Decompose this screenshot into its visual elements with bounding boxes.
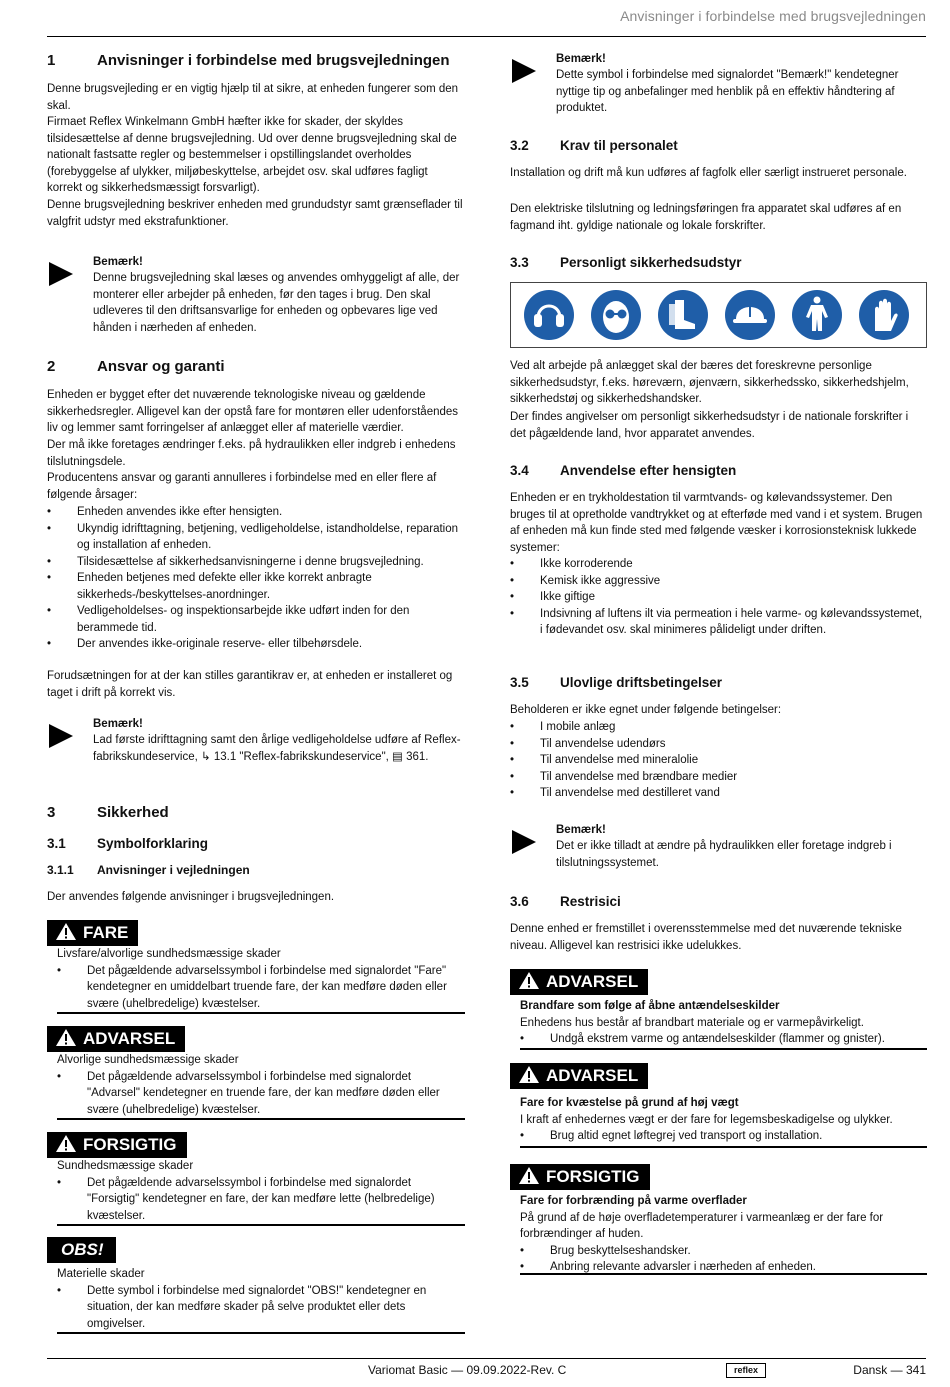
list-item: • Til anvendelse med destilleret vand [510, 785, 927, 802]
s36-paragraph-1: Denne enhed er fremstillet i overensstemmelse med det nuværende tekniske niveau. Alligevel kan restrisici ikke udelukkes. [510, 923, 902, 952]
warning-subtitle: Materielle skader [57, 1268, 145, 1280]
warning-vaegt [510, 1063, 927, 1149]
footer-page-number: Dansk — 341 [853, 1363, 926, 1377]
list-item: • Kemisk ikke aggressive [510, 573, 927, 590]
eye-protection-icon [588, 287, 644, 343]
list-item: • Anbring relevante advarsler i nærheden af enheden. [520, 1259, 927, 1276]
signal-word-fare: FARE [47, 920, 138, 946]
list-item: • Dette symbol i forbindelse med signalordet "OBS!" kendetegner en situation, der kan medføre skader på selve produktet eller dets omgivelser. [57, 1283, 465, 1333]
warning-triangle-icon [55, 1028, 77, 1047]
s2-paragraph-2: Der må ikke foretages ændringer f.eks. på hydraulikken eller indgreb i enhedens tilslutningsdele. [47, 439, 456, 468]
s33-paragraph-2: Der findes angivelser om personligt sikkerhedsudstyr i de nationale forskrifter i det pågældende land, hvor apparatet anvendes. [510, 411, 909, 440]
s35-bullet-list [510, 719, 927, 802]
section-3-3-heading: 3.3 Personligt sikkerhedsudstyr [510, 255, 742, 270]
signal-word-advarsel: ADVARSEL [47, 1026, 185, 1052]
list-item: • Enheden betjenes med defekte eller ikke korrekt anbragte sikkerheds-/beskyttelses-anordninger. [47, 570, 465, 603]
warning-title: Fare for kvæstelse på grund af høj vægt [520, 1097, 739, 1109]
list-item: • Tilsidesættelse af sikkerhedsanvisningerne i denne brugsvejledning. [47, 554, 465, 571]
s1-paragraph-2: Firmaet Reflex Winkelmann GmbH hæfter ikke for skader, der skyldes tilsidesættelse af denne brugsvejledning. Ud over denne brugsvejledning skal de nationalt fastsatte regler og bestemmelser i opstillingslandet overholdes (forebyggelse af ulykker, miljøbeskyttelse, arbejdet osv. skal udføres fagligt korrekt og sikkerhedsmæssigt forsvarligt). [47, 116, 457, 194]
list-item: • Indsivning af luftens ilt via permeation i hele varme- og kølevandssystemet, i fødevandet osv. skal minimeres pålideligt under driften. [510, 606, 927, 639]
note-arrow-icon [49, 262, 73, 286]
section-3-5-heading: 3.5 Ulovlige driftsbetingelser [510, 675, 723, 690]
footer-rule [47, 1358, 926, 1359]
warning-advarsel [47, 1026, 465, 1121]
signal-word-advarsel: ADVARSEL [510, 969, 648, 995]
section-3-heading: 3 Sikkerhed [47, 804, 169, 821]
warning-text: Enhedens hus består af brandbart materiale og er varmepåvirkeligt. [520, 1016, 864, 1029]
list-item: • Brug altid egnet løftegrej ved transport og installation. [520, 1128, 927, 1145]
signal-word-obs: OBS! [47, 1237, 116, 1263]
list-item: • Brug beskyttelseshandsker. [520, 1243, 927, 1260]
s33-paragraph-1: Ved alt arbejde på anlægget skal der bæres det foreskrevne personlige sikkerhedsudstyr, f.eks. høreværn, øjenværn, sikkerhedssko, sikkerhedshjelm, sikkerhedstøj og sikkerhedshandsker. [510, 360, 909, 405]
warning-subtitle: Sundhedsmæssige skader [57, 1160, 194, 1172]
warning-forbraending [510, 1164, 927, 1276]
section-3-4-heading: 3.4 Anvendelse efter hensigten [510, 463, 737, 478]
section-3-1-heading: 3.1 Symbolforklaring [47, 836, 209, 851]
ear-protection-icon [521, 287, 577, 343]
warning-triangle-icon [518, 1166, 540, 1185]
list-item: • Der anvendes ikke-originale reserve- eller tilbehørsdele. [47, 636, 465, 653]
s311-paragraph-1: Der anvendes følgende anvisninger i brugsvejledningen. [47, 891, 335, 903]
s2-paragraph-3: Producentens ansvar og garanti annulleres i forbindelse med en eller flere af følgende årsager: [47, 472, 437, 501]
s2-paragraph-1: Enheden er bygget efter det nuværende teknologiske niveau og gældende sikkerhedsregler. Alligevel kan der opstå fare for montøren eller udenforståendes liv og lemmer samt forringelser af anlægget eller af materielle værdier. [47, 389, 459, 434]
warning-triangle-icon [55, 922, 77, 941]
footer-doc-info: Variomat Basic — 09.09.2022-Rev. C [368, 1363, 567, 1377]
s32-paragraph-2: Den elektriske tilslutning og ledningsføringen fra apparatet skal udføres af en fagmand iht. gyldige nationale og lokale forskrifter. [510, 203, 902, 232]
note-arrow-icon [512, 830, 536, 854]
warning-triangle-icon [518, 971, 540, 990]
list-item: • Det pågældende advarselssymbol i forbindelse med signalordet "Fare" kendetegner en umiddelbart truende fare, der kan medføre døden eller svære (uhelbredelige) kvæstelser. [57, 963, 465, 1013]
section-1-heading: 1 Anvisninger i forbindelse med brugsvejledningen [47, 52, 450, 69]
list-item: • Det pågældende advarselssymbol i forbindelse med signalordet "Forsigtig" kendetegner en fare, der kan medføre lette (helbredelige) kvæstelser. [57, 1175, 465, 1225]
list-item: • Vedligeholdelses- og inspektionsarbejde ikke udført inden for den berammede tid. [47, 603, 465, 636]
warning-subtitle: Alvorlige sundhedsmæssige skader [57, 1054, 239, 1066]
reflex-logo: reflex [726, 1363, 766, 1378]
note-arrow-icon [512, 59, 536, 83]
s32-paragraph-1: Installation og drift må kun udføres af fagfolk eller særligt instrueret personale. [510, 167, 907, 179]
list-item: • Til anvendelse udendørs [510, 736, 927, 753]
signal-word-advarsel: ADVARSEL [510, 1063, 648, 1089]
running-header: Anvisninger i forbindelse med brugsvejledningen [620, 8, 926, 24]
warning-text: På grund af de høje overfladetemperaturer i varmeanlæg er der fare for forbrændinger af huden. [520, 1211, 884, 1240]
list-item: • Ikke giftige [510, 589, 927, 606]
safety-helmet-icon [722, 287, 778, 343]
list-item: • Til anvendelse med brændbare medier [510, 769, 927, 786]
ppe-icon-strip [510, 282, 927, 348]
warning-obs [47, 1237, 465, 1334]
warning-triangle-icon [55, 1134, 77, 1153]
safety-boots-icon [655, 287, 711, 343]
warning-title: Fare for forbrænding på varme overflader [520, 1195, 747, 1207]
section-3-1-1-heading: 3.1.1 Anvisninger i vejledningen [47, 863, 250, 877]
note-arrow-icon [49, 724, 73, 748]
warning-forsigtig [47, 1132, 465, 1227]
signal-word-forsigtig: FORSIGTIG [47, 1132, 187, 1158]
s34-bullet-list [510, 556, 927, 639]
list-item: • Ikke korroderende [510, 556, 927, 573]
section-3-2-heading: 3.2 Krav til personalet [510, 138, 678, 153]
list-item: • Enheden anvendes ikke efter hensigten. [47, 504, 465, 521]
list-item: • Til anvendelse med mineralolie [510, 752, 927, 769]
warning-text: I kraft af enhedernes vægt er der fare for legemsbeskadigelse og ulykker. [520, 1113, 893, 1126]
warning-fare [47, 920, 465, 1015]
s35-paragraph-1: Beholderen er ikke egnet under følgende betingelser: [510, 704, 782, 716]
s2-bullet-list [47, 504, 465, 653]
list-item: • Det pågældende advarselssymbol i forbindelse med signalordet "Advarsel" kendetegner en truende fare, der kan medføre døden eller svære (uhelbredelige) kvæstelser. [57, 1069, 465, 1119]
s1-paragraph-1: Denne brugsvejleding er en vigtig hjælp til at sikre, at enheden fungerer som den skal. [47, 83, 459, 112]
list-item: • I mobile anlæg [510, 719, 927, 736]
list-item: • Ukyndig idrifttagning, betjening, vedligeholdelse, istandholdelse, reparation og installation af enheden. [47, 521, 465, 554]
section-3-6-heading: 3.6 Restrisici [510, 894, 621, 909]
list-item: • Undgå ekstrem varme og antændelseskilder (flammer og gnister). [520, 1031, 927, 1048]
warning-title: Brandfare som følge af åbne antændelseskilder [520, 1000, 780, 1012]
s2-paragraph-4: Forudsætningen for at der kan stilles garantikrav er, at enheden er installeret og taget i drift på korrekt vis. [47, 670, 453, 699]
warning-triangle-icon [518, 1065, 540, 1084]
warning-brandfare [510, 969, 927, 1051]
header-rule [47, 36, 926, 37]
protective-clothing-icon [789, 287, 845, 343]
signal-word-forsigtig: FORSIGTIG [510, 1164, 650, 1190]
warning-subtitle: Livsfare/alvorlige sundhedsmæssige skader [57, 948, 281, 960]
safety-gloves-icon [856, 287, 912, 343]
s1-paragraph-3: Denne brugsvejledning beskriver enheden med grundudstyr samt grænseflader til valgfrit udstyr med ekstrafunktioner. [47, 199, 463, 228]
section-2-heading: 2 Ansvar og garanti [47, 358, 225, 375]
s34-paragraph-1: Enheden er en trykholdestation til varmtvands- og kølevandssystemer. Den bruges til at opretholde vandtrykket og at efterføde med vand i et system. Brugen af enheden må kun finde sted med følgende væsker i korrosionsteknisk lukkede systemer: [510, 492, 923, 554]
